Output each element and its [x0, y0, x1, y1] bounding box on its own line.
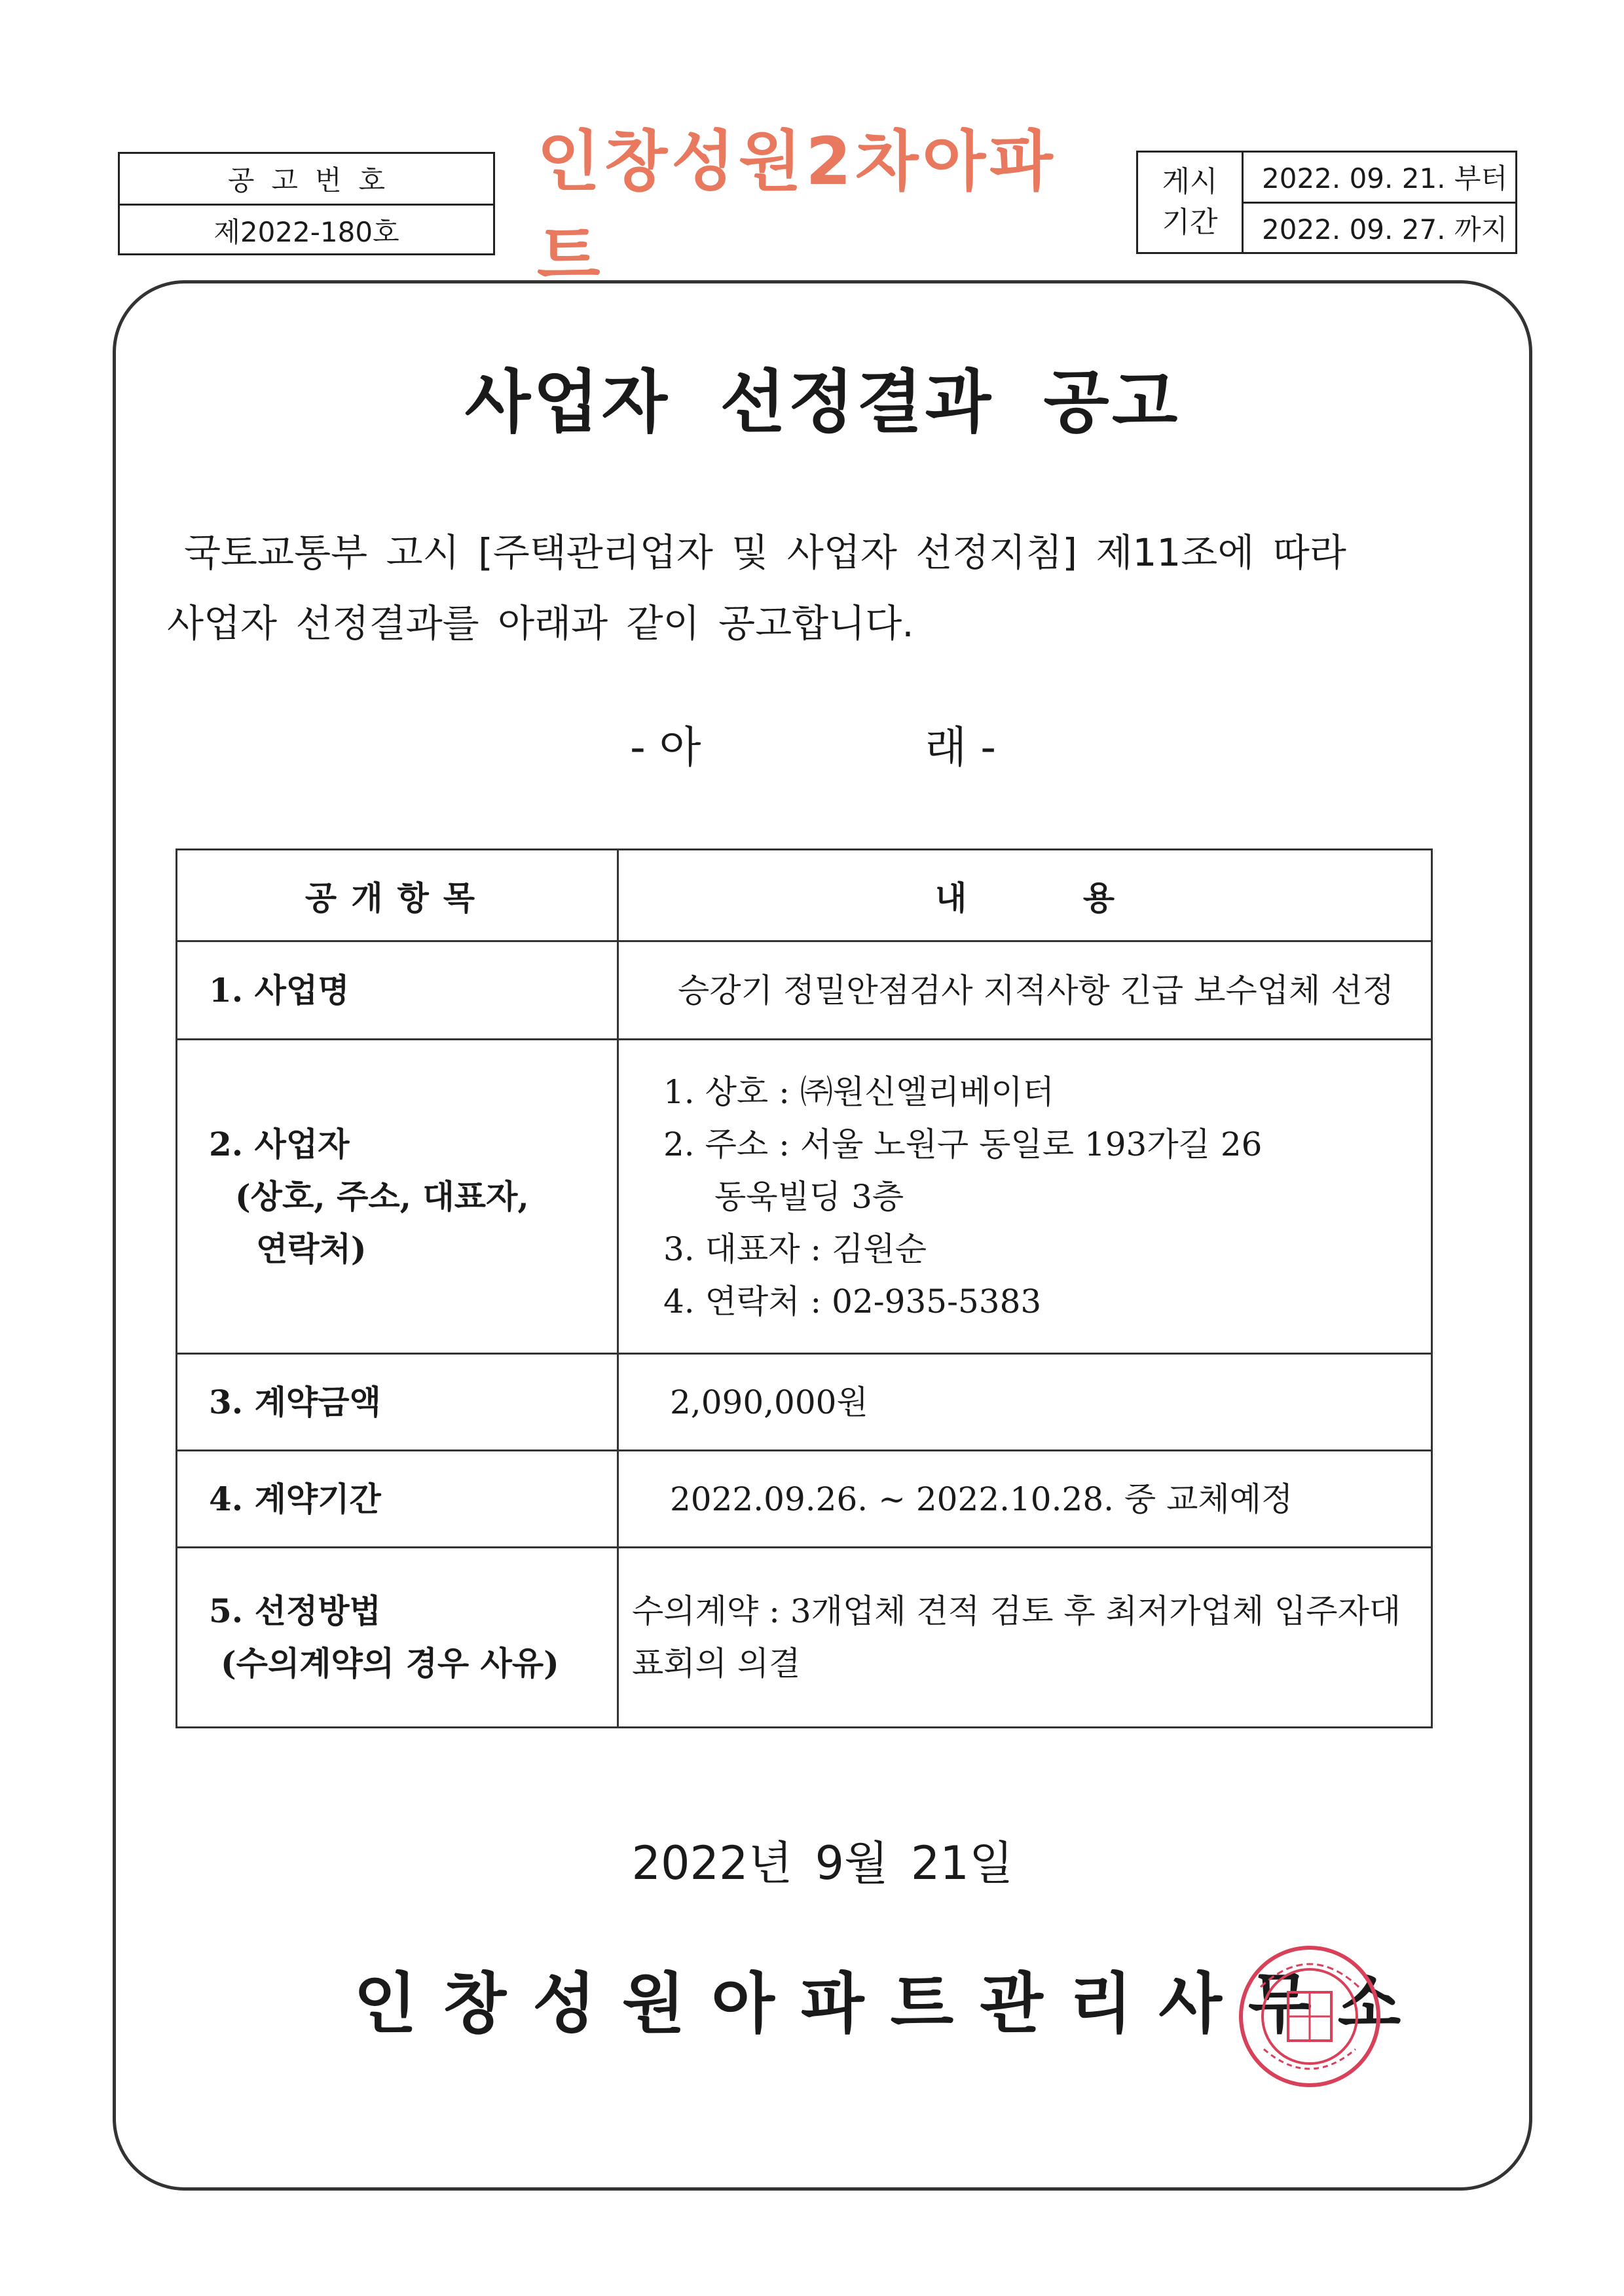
period-label-line1: 게시	[1162, 165, 1218, 198]
label-line: 5. 선정방법	[209, 1592, 381, 1630]
value-line: 표회의 의결	[632, 1645, 801, 1683]
value-line: 1. 상호 : ㈜원신엘리베이터	[663, 1072, 1054, 1111]
table-row	[177, 941, 1432, 1040]
below-left: - 아	[630, 722, 701, 773]
header-content: 내 용	[934, 878, 1115, 917]
row-label: 4. 계약기간	[177, 1451, 618, 1548]
value-line: 수의계약 : 3개업체 견적 검토 후 최저가업체 입주자대	[632, 1592, 1401, 1630]
row-label: 1. 사업명	[177, 941, 618, 1040]
period-to: 2022. 09. 27. 까지	[1244, 202, 1515, 253]
row-value	[618, 1548, 1432, 1728]
period-label	[1138, 153, 1244, 252]
official-seal-icon	[1234, 1941, 1385, 2092]
posting-period-box	[1136, 151, 1517, 254]
table-header-row	[177, 850, 1432, 941]
label-line: 연락처)	[256, 1229, 367, 1268]
apartment-name: 인창성원2차아파트	[537, 123, 1057, 294]
intro-line-2: 사업자 선정결과를 아래과 같이 공고합니다.	[167, 601, 914, 646]
value-line: 2. 주소 : 서울 노원구 동일로 193가길 26	[663, 1125, 1263, 1163]
notice-label: 공고번호	[227, 164, 403, 196]
row-label	[177, 1040, 618, 1354]
table-row	[177, 1548, 1432, 1728]
period-from: 2022. 09. 21. 부터	[1262, 162, 1508, 195]
label-line: (수의계약의 경우 사유)	[221, 1644, 559, 1683]
value-line: 3. 대표자 : 김원순	[663, 1230, 927, 1268]
value-line: 동욱빌딩 3층	[714, 1177, 904, 1216]
below-right: 래 -	[925, 722, 997, 773]
below-heading	[630, 712, 996, 774]
disclosure-table	[175, 848, 1433, 1728]
value-line: 4. 연락처 : 02-935-5383	[663, 1282, 1042, 1321]
notice-number: 제2022-180호	[213, 216, 399, 248]
label-line: (상호, 주소, 대표자,	[235, 1176, 529, 1216]
label-line: 2. 사업자	[209, 1124, 350, 1163]
row-label	[177, 1548, 618, 1728]
row-value: 2022.09.26. ~ 2022.10.28. 중 교체예정	[618, 1451, 1432, 1548]
office-name: 인창성원아파트관리사무소	[354, 1965, 1428, 2042]
notice-number-box	[118, 152, 495, 255]
header-item: 공개항목	[304, 878, 490, 917]
period-label-line2: 기간	[1162, 206, 1218, 239]
table-row	[177, 1354, 1432, 1451]
announcement-date: 2022년 9월 21일	[631, 1836, 1014, 1890]
table-row	[177, 1451, 1432, 1548]
table-row	[177, 1040, 1432, 1354]
intro-line-1: 국토교통부 고시 [주택관리업자 및 사업자 선정지침] 제11조에 따라	[184, 530, 1346, 575]
intro-paragraph	[167, 517, 1477, 659]
document-title: 사업자 선정결과 공고	[464, 362, 1181, 442]
row-value	[618, 1040, 1432, 1354]
row-value: 승강기 정밀안점검사 지적사항 긴급 보수업체 선정	[618, 941, 1432, 1040]
row-label: 3. 계약금액	[177, 1354, 618, 1451]
row-value: 2,090,000원	[618, 1354, 1432, 1451]
